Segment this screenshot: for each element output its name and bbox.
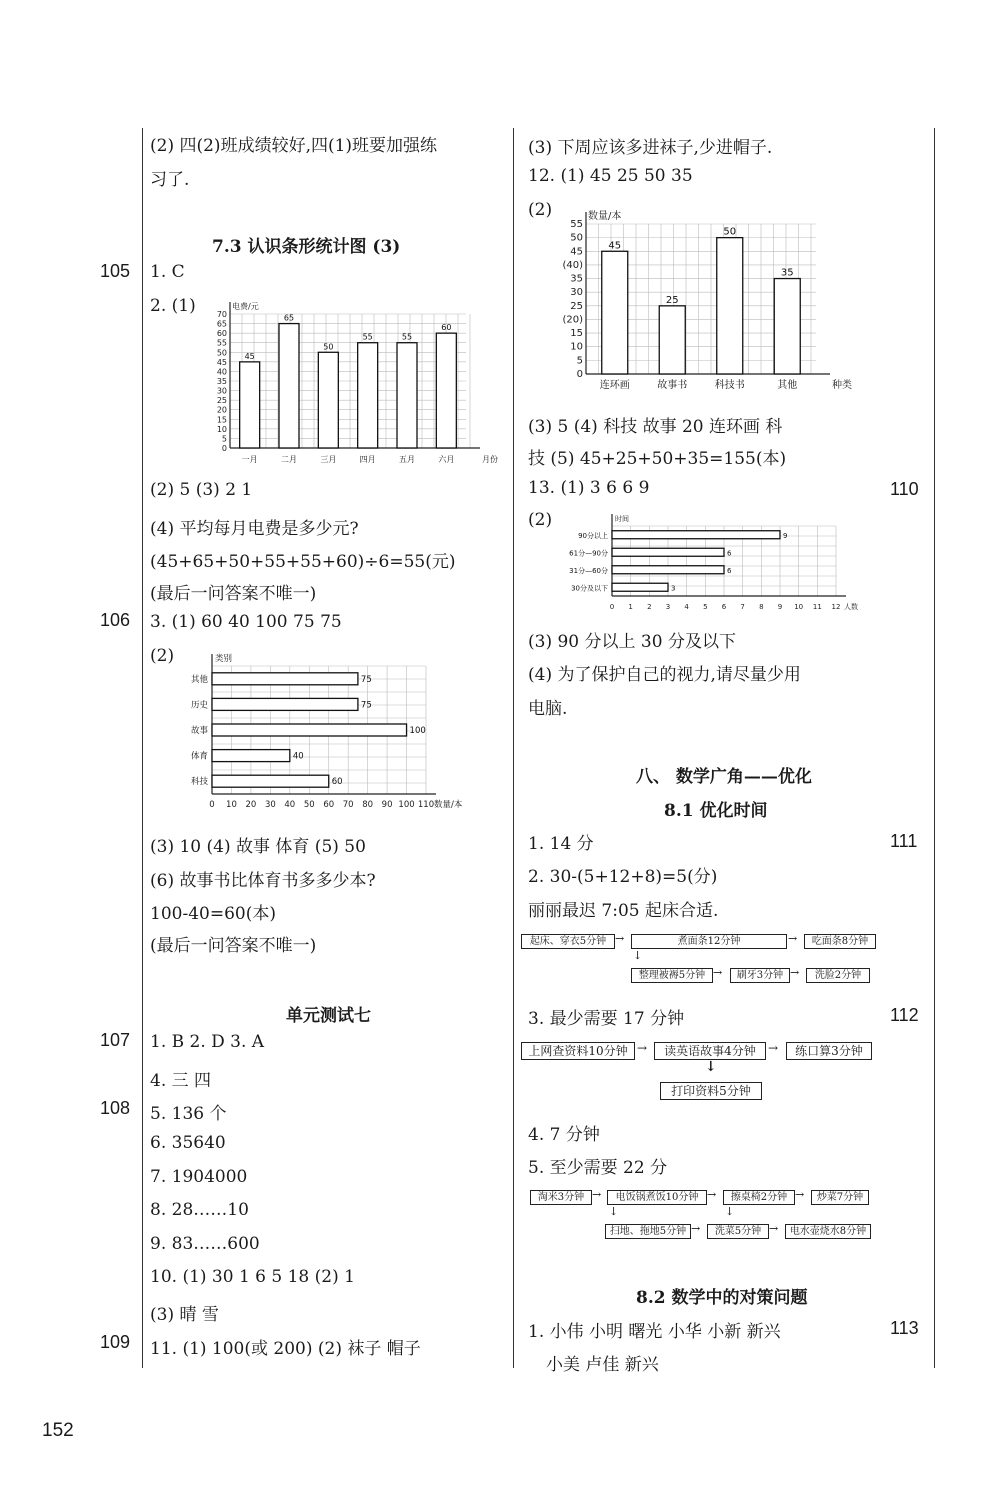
x-axis-label: 人数 xyxy=(844,603,858,611)
answer-line: 10. (1) 30 1 6 5 18 (2) 1 xyxy=(150,1267,355,1287)
flow-step: 整理被褥5分钟 xyxy=(631,968,713,983)
flow-step: 起床、穿衣5分钟 xyxy=(521,934,615,949)
bar xyxy=(318,352,338,448)
unit-test-heading: 单元测试七 xyxy=(286,1006,371,1026)
arrow-right-icon: → xyxy=(795,1188,805,1201)
x-tick-label: 20 xyxy=(245,800,257,810)
y-tick-label: 60 xyxy=(216,329,227,339)
answer-line: 3. 最少需要 17 分钟 xyxy=(528,1009,685,1029)
page-number: 152 xyxy=(42,1420,74,1441)
answer-line: (2) xyxy=(150,646,175,666)
data-label: 50 xyxy=(723,226,737,238)
answer-line: 3. (1) 60 40 100 75 75 xyxy=(150,612,342,632)
category-label: 61分—90分 xyxy=(569,549,608,558)
y-tick-label: (40) xyxy=(562,259,583,271)
y-axis-label: 数量/本 xyxy=(588,211,622,222)
x-tick-label: 0 xyxy=(609,603,615,611)
margin-number: 107 xyxy=(100,1030,131,1050)
x-tick-label: 5 xyxy=(703,603,708,611)
flow-step: 吃面条8分钟 xyxy=(804,934,876,949)
answer-line: (3) 90 分以上 30 分及以下 xyxy=(528,632,736,652)
x-tick-label: 4 xyxy=(684,603,689,611)
y-tick-label: 45 xyxy=(570,246,583,258)
category-label: 31分—60分 xyxy=(569,566,608,575)
x-tick-label: 6 xyxy=(721,603,727,611)
category-label: 六月 xyxy=(438,455,455,464)
y-tick-label: 50 xyxy=(570,232,583,244)
y-tick-label: 55 xyxy=(570,219,583,230)
bar xyxy=(358,343,378,448)
y-tick-label: 50 xyxy=(216,348,227,358)
flow-step: 扫地、拖地5分钟 xyxy=(605,1224,691,1239)
answer-line: (3) 5 (4) 科技 故事 20 连环画 科 xyxy=(528,417,783,437)
bar xyxy=(212,775,329,787)
section-heading: 7.3 认识条形统计图 (3) xyxy=(212,237,401,257)
answer-line: (3) 晴 雪 xyxy=(150,1305,219,1325)
x-tick-label: 10 xyxy=(794,603,804,611)
y-tick-label: 70 xyxy=(216,310,227,319)
x-tick-label: 7 xyxy=(740,603,745,611)
arrow-down-icon: ↓ xyxy=(609,1205,619,1218)
y-axis-label: 类别 xyxy=(215,654,233,664)
arrow-right-icon: → xyxy=(788,932,798,945)
books-bar-chart xyxy=(178,644,490,822)
flow-step: 读英语故事4分钟 xyxy=(654,1042,766,1060)
arrow-down-icon: ↓ xyxy=(705,1059,717,1075)
data-label: 3 xyxy=(671,584,676,593)
category-label: 四月 xyxy=(359,455,376,464)
answer-line: 2. 30-(5+12+8)=5(分) xyxy=(528,867,718,887)
margin-number: 113 xyxy=(890,1318,919,1338)
category-label: 90分以上 xyxy=(578,531,608,540)
bar xyxy=(240,362,260,448)
x-tick-label: 90 xyxy=(381,800,393,810)
data-label: 55 xyxy=(401,332,413,342)
y-tick-label: 0 xyxy=(576,369,583,380)
y-tick-label: 40 xyxy=(216,367,227,377)
bar xyxy=(602,251,628,374)
bar xyxy=(212,698,358,710)
x-tick-label: 110 xyxy=(417,800,435,810)
bar xyxy=(612,566,724,574)
answer-line: 技 (5) 45+25+50+35=155(本) xyxy=(528,449,787,469)
answer-line: (3) 下周应该多进袜子,少进帽子. xyxy=(528,138,773,158)
data-label: 65 xyxy=(283,313,295,323)
y-tick-label: 0 xyxy=(221,444,227,453)
x-tick-label: 80 xyxy=(362,800,374,810)
flow-step: 电饭锅煮饭10分钟 xyxy=(607,1190,707,1205)
x-tick-label: 100 xyxy=(398,800,415,810)
arrow-right-icon: → xyxy=(637,1041,648,1055)
data-label: 50 xyxy=(323,342,334,352)
reading-bar-chart xyxy=(556,198,876,398)
flow-step: 炒菜7分钟 xyxy=(811,1190,869,1205)
category-label: 连环画 xyxy=(599,380,630,391)
answer-line: 7. 1904000 xyxy=(150,1167,248,1187)
margin-number: 106 xyxy=(100,610,131,630)
arrow-right-icon: → xyxy=(769,1222,779,1235)
answer-line: 1. 14 分 xyxy=(528,834,594,854)
bar xyxy=(612,531,780,539)
y-tick-label: 5 xyxy=(221,434,227,444)
answer-line: 4. 7 分钟 xyxy=(528,1125,600,1145)
arrow-right-icon: → xyxy=(592,1188,602,1201)
section-heading: 8.1 优化时间 xyxy=(664,801,768,821)
bar xyxy=(279,324,299,448)
answer-line: (4) 平均每月电费是多少元? xyxy=(150,519,359,539)
answer-line: 100-40=60(本) xyxy=(150,904,276,924)
arrow-right-icon: → xyxy=(707,1188,717,1201)
flow-step: 擦桌椅2分钟 xyxy=(723,1190,795,1205)
flow-step: 练口算3分钟 xyxy=(786,1042,872,1060)
category-label: 故事 xyxy=(190,726,208,736)
x-tick-label: 70 xyxy=(342,800,354,810)
answer-line: (45+65+50+55+55+60)÷6=55(元) xyxy=(150,552,456,572)
category-label: 三月 xyxy=(320,455,337,464)
x-tick-label: 9 xyxy=(777,603,783,611)
x-tick-label: 12 xyxy=(831,603,841,611)
time-bar-chart xyxy=(556,506,876,616)
section-heading: 8.2 数学中的对策问题 xyxy=(636,1288,808,1308)
data-label: 60 xyxy=(331,777,343,788)
y-axis-label: 时间 xyxy=(615,515,629,523)
data-label: 6 xyxy=(727,566,732,575)
x-axis-label: 数量/本 xyxy=(434,800,463,810)
chapter-heading: 八、 数学广角——优化 xyxy=(636,767,812,787)
answer-line: (6) 故事书比体育书多多少本? xyxy=(150,871,376,891)
bar xyxy=(436,333,456,448)
y-tick-label: 35 xyxy=(570,273,583,285)
answer-line: 1. B 2. D 3. A xyxy=(150,1032,265,1052)
answer-line: 12. (1) 45 25 50 35 xyxy=(528,166,693,186)
margin-number: 108 xyxy=(100,1098,131,1118)
answer-line: 4. 三 四 xyxy=(150,1071,212,1091)
bar xyxy=(212,724,407,736)
answer-line: (2) 5 (3) 2 1 xyxy=(150,480,253,500)
y-tick-label: 45 xyxy=(216,357,227,367)
y-tick-label: 65 xyxy=(216,319,227,329)
arrow-right-icon: → xyxy=(691,1222,701,1235)
x-tick-label: 11 xyxy=(812,603,822,611)
arrow-right-icon: → xyxy=(768,1041,779,1055)
x-tick-label: 0 xyxy=(209,800,215,810)
data-label: 45 xyxy=(608,240,622,252)
bar xyxy=(397,343,417,448)
data-label: 75 xyxy=(360,700,372,711)
answer-line: 11. (1) 100(或 200) (2) 袜子 帽子 xyxy=(150,1339,421,1359)
category-label: 其他 xyxy=(777,380,798,391)
y-tick-label: 25 xyxy=(216,396,227,406)
answer-line: 6. 35640 xyxy=(150,1133,226,1153)
margin-number: 112 xyxy=(890,1005,919,1025)
answer-line: 8. 28……10 xyxy=(150,1200,249,1220)
x-tick-label: 2 xyxy=(647,603,652,611)
flow-step: 洗脸2分钟 xyxy=(806,968,870,983)
flow-step: 煮面条12分钟 xyxy=(631,934,787,949)
category-label: 科技书 xyxy=(714,380,745,391)
flow-step: 淘米3分钟 xyxy=(530,1190,592,1205)
answer-line: (2) xyxy=(528,510,553,530)
category-label: 其他 xyxy=(190,674,208,685)
answer-line: 小美 卢佳 新兴 xyxy=(546,1355,659,1375)
y-tick-label: 30 xyxy=(216,386,227,396)
y-tick-label: 15 xyxy=(216,415,227,425)
category-label: 体育 xyxy=(190,751,208,762)
answer-line: 5. 至少需要 22 分 xyxy=(528,1158,668,1178)
category-label: 一月 xyxy=(241,455,258,464)
bar xyxy=(659,306,685,374)
arrow-right-icon: → xyxy=(615,932,625,945)
y-tick-label: 5 xyxy=(576,355,583,367)
category-label: 二月 xyxy=(281,455,297,464)
answer-line: 习了. xyxy=(150,170,190,190)
answer-line: 1. C xyxy=(150,262,185,282)
data-label: 60 xyxy=(441,323,452,333)
flow-step: 洗菜5分钟 xyxy=(707,1224,769,1239)
flow-step: 刷牙3分钟 xyxy=(730,968,790,983)
data-label: 55 xyxy=(362,332,373,342)
answer-line: 13. (1) 3 6 6 9 xyxy=(528,478,650,498)
answer-line: (3) 10 (4) 故事 体育 (5) 50 xyxy=(150,837,366,857)
data-label: 6 xyxy=(727,549,732,558)
category-label: 故事书 xyxy=(657,380,688,391)
margin-number: 111 xyxy=(890,831,918,851)
answer-line: 1. 小伟 小明 曙光 小华 小新 新兴 xyxy=(528,1322,781,1342)
y-tick-label: 55 xyxy=(216,338,227,348)
category-label: 历史 xyxy=(190,700,208,711)
data-label: 9 xyxy=(783,531,788,540)
answer-line: 9. 83……600 xyxy=(150,1234,260,1254)
y-axis-label: 电费/元 xyxy=(232,302,259,311)
y-tick-label: 25 xyxy=(570,300,583,312)
margin-number: 109 xyxy=(100,1332,131,1352)
data-label: 25 xyxy=(665,294,679,306)
arrow-down-icon: ↓ xyxy=(633,949,643,962)
x-tick-label: 8 xyxy=(759,603,764,611)
right-column-rule xyxy=(934,128,935,1368)
x-axis-label: 种类 xyxy=(832,380,852,391)
bar xyxy=(212,673,358,685)
data-label: 100 xyxy=(409,726,426,736)
data-label: 40 xyxy=(292,751,304,762)
x-tick-label: 60 xyxy=(323,800,335,810)
y-tick-label: 20 xyxy=(216,405,227,415)
x-tick-label: 3 xyxy=(665,603,671,611)
margin-number: 110 xyxy=(890,479,919,499)
arrow-right-icon: → xyxy=(713,966,723,979)
data-label: 35 xyxy=(780,267,794,279)
answer-line: 电脑. xyxy=(528,699,568,719)
bar xyxy=(612,548,724,556)
left-column-rule xyxy=(142,128,143,1368)
bar xyxy=(212,750,290,762)
arrow-down-icon: ↓ xyxy=(725,1205,735,1218)
data-label: 45 xyxy=(244,351,255,361)
bar xyxy=(717,238,743,374)
margin-number: 105 xyxy=(100,261,131,281)
arrow-right-icon: → xyxy=(790,966,800,979)
x-axis-label: 月份 xyxy=(482,455,498,464)
answer-line: (最后一问答案不唯一) xyxy=(150,936,317,956)
answer-line: (2) xyxy=(528,200,553,220)
flow-step: 打印资料5分钟 xyxy=(660,1082,762,1100)
y-tick-label: 30 xyxy=(570,287,583,299)
answer-line: 5. 136 个 xyxy=(150,1104,227,1124)
y-tick-label: 10 xyxy=(570,341,583,353)
bar xyxy=(774,279,800,374)
bar xyxy=(612,583,668,591)
x-tick-label: 1 xyxy=(628,603,633,611)
x-tick-label: 30 xyxy=(264,800,276,810)
category-label: 30分及以下 xyxy=(571,584,608,593)
answer-line: (最后一问答案不唯一) xyxy=(150,584,317,604)
x-tick-label: 50 xyxy=(303,800,315,810)
y-tick-label: 35 xyxy=(216,377,227,386)
y-tick-label: (20) xyxy=(562,314,583,326)
answer-line: (2) 四(2)班成绩较好,四(1)班要加强练 xyxy=(150,136,438,156)
y-tick-label: 10 xyxy=(216,424,227,434)
answer-line: 丽丽最迟 7:05 起床合适. xyxy=(528,901,719,921)
x-tick-label: 40 xyxy=(284,800,296,810)
answer-line: (4) 为了保护自己的视力,请尽量少用 xyxy=(528,665,801,685)
y-tick-label: 15 xyxy=(570,328,583,340)
flow-step: 电水壶烧水8分钟 xyxy=(785,1224,871,1239)
flow-step: 上网查资料10分钟 xyxy=(521,1042,635,1060)
data-label: 75 xyxy=(360,674,372,685)
category-label: 五月 xyxy=(399,455,415,464)
electricity-bar-chart xyxy=(208,296,498,472)
middle-column-rule xyxy=(513,128,514,1368)
answer-line: 2. (1) xyxy=(150,296,196,316)
x-tick-label: 10 xyxy=(226,800,237,810)
category-label: 科技 xyxy=(190,777,208,788)
